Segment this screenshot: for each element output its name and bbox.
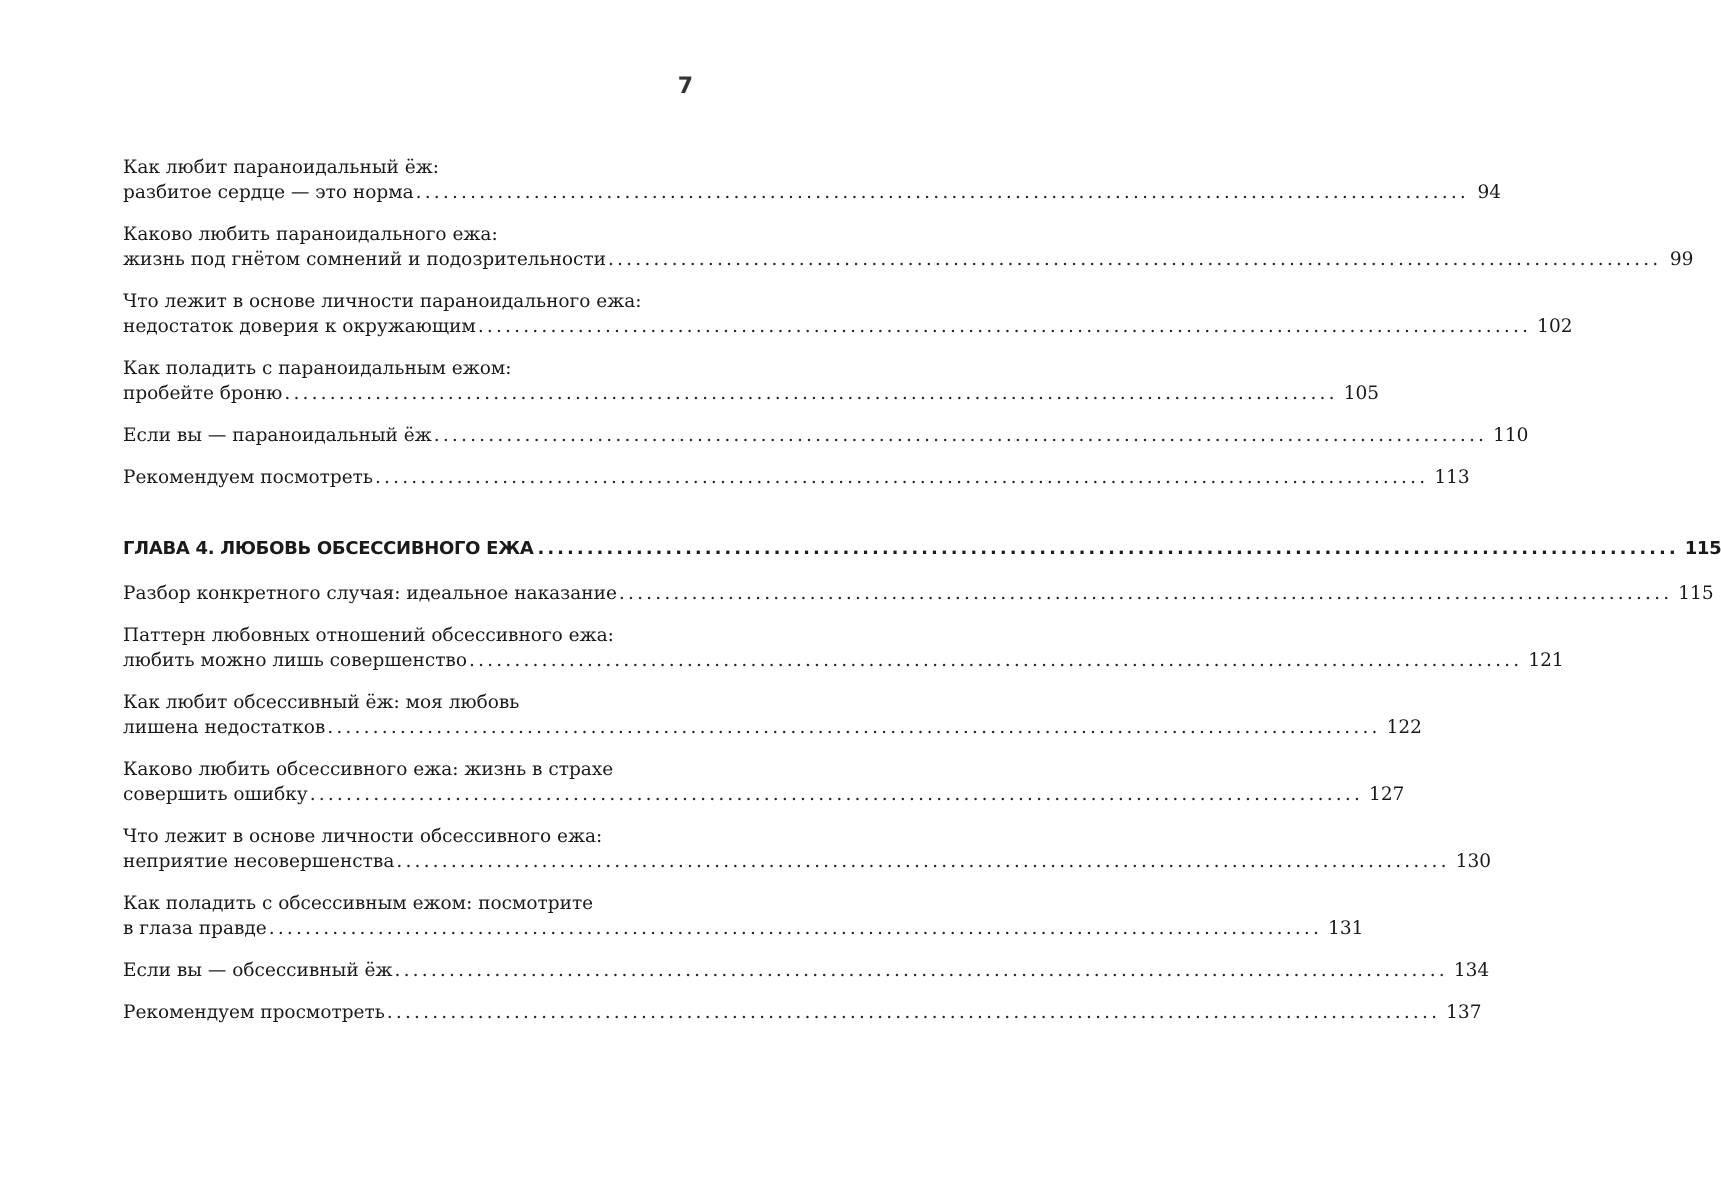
toc-entry-text: Разбор конкретного случая: идеальное наказание bbox=[123, 583, 617, 604]
toc-entry-line: Каково любить параноидального ежа: bbox=[123, 224, 498, 245]
toc-entry-text: Рекомендуем посмотреть bbox=[123, 467, 373, 488]
toc-entry-page: 131 bbox=[1328, 918, 1364, 939]
toc-entry-text: Если вы — обсессивный ёж bbox=[123, 960, 393, 981]
toc-entry-page: 130 bbox=[1455, 851, 1492, 872]
toc-entry-page: 102 bbox=[1537, 316, 1573, 337]
toc-entry-page: 94 bbox=[1477, 182, 1501, 203]
toc-entry-last-line bbox=[123, 465, 1470, 490]
leader-dots: .................................................................................................................... bbox=[386, 1002, 1441, 1023]
toc-entry-page: 115 bbox=[1678, 583, 1714, 604]
toc-entry[interactable] bbox=[123, 423, 1529, 448]
toc-entry[interactable] bbox=[123, 581, 1714, 606]
toc-entry[interactable] bbox=[123, 356, 1380, 406]
toc-entry-last-line bbox=[123, 849, 1492, 874]
toc-entry-line: Каково любить обсессивного ежа: жизнь в страхе bbox=[123, 759, 614, 780]
toc-entry-text: недостаток доверия к окружающим bbox=[123, 316, 476, 337]
toc-entry[interactable] bbox=[123, 623, 1564, 673]
toc-entry-last-line bbox=[123, 782, 1405, 807]
leader-dots: .................................................................................................................... bbox=[618, 583, 1673, 604]
toc-entry-last-line bbox=[123, 381, 1380, 406]
leader-dots: .................................................................................................................... bbox=[309, 784, 1364, 805]
toc-entry-text: совершить ошибку bbox=[123, 784, 308, 805]
toc-entry-page: 99 bbox=[1669, 249, 1694, 270]
toc-entry-page: 127 bbox=[1369, 784, 1405, 805]
toc-entry-last-line bbox=[123, 1000, 1482, 1025]
leader-dots: .................................................................................................................... bbox=[268, 918, 1323, 939]
toc-entry-last-line bbox=[123, 581, 1714, 606]
leader-dots: .................................................................................................................... bbox=[327, 717, 1381, 738]
chapter-title: ГЛАВА 4. ЛЮБОВЬ ОБСЕССИВНОГО ЕЖА bbox=[123, 538, 534, 559]
toc-entry[interactable] bbox=[123, 757, 1405, 807]
leader-dots: .................................................................................................................... bbox=[468, 650, 1523, 671]
toc-entry-line: Что лежит в основе личности параноидального ежа: bbox=[123, 291, 642, 312]
toc-entry[interactable] bbox=[123, 891, 1364, 941]
chapter-page: 115 bbox=[1684, 538, 1721, 559]
toc-entry-page: 110 bbox=[1493, 425, 1529, 446]
toc-entry-text: пробейте броню bbox=[123, 383, 283, 404]
toc-entry-last-line bbox=[123, 247, 1694, 272]
toc-entry[interactable] bbox=[123, 465, 1470, 490]
toc-entry-last-line bbox=[123, 314, 1573, 339]
toc-section-before bbox=[123, 155, 1694, 490]
toc-entry[interactable] bbox=[123, 824, 1492, 874]
toc-entry[interactable] bbox=[123, 289, 1573, 339]
toc-entry-text: лишена недостатков bbox=[123, 717, 326, 738]
toc-entry-line: Что лежит в основе личности обсессивного ежа: bbox=[123, 826, 603, 847]
toc-entry-text: любить можно лишь совершенство bbox=[123, 650, 467, 671]
toc-entry-last-line bbox=[123, 916, 1364, 941]
toc-entry[interactable] bbox=[123, 690, 1422, 740]
leader-dots: .................................................................................................................... bbox=[608, 249, 1662, 270]
table-of-contents bbox=[123, 155, 1721, 1042]
toc-entry[interactable] bbox=[123, 958, 1490, 983]
leader-dots: .................................................................................................................... bbox=[374, 467, 1429, 488]
toc-section-after bbox=[123, 581, 1714, 1025]
toc-entry-page: 113 bbox=[1434, 467, 1470, 488]
leader-dots: .................................................................................................................... bbox=[394, 960, 1448, 981]
chapter-heading[interactable] bbox=[123, 538, 1721, 559]
toc-entry[interactable] bbox=[123, 222, 1694, 272]
leader-dots: .................................................................................................................... bbox=[477, 316, 1532, 337]
toc-entry-last-line bbox=[123, 180, 1501, 205]
toc-entry-text: разбитое сердце — это норма bbox=[123, 182, 414, 203]
toc-entry-page: 105 bbox=[1343, 383, 1380, 404]
toc-entry-line: Паттерн любовных отношений обсессивного ежа: bbox=[123, 625, 614, 646]
leader-dots: .................................................................................................................... bbox=[396, 851, 1450, 872]
toc-entry-line: Как любит параноидальный ёж: bbox=[123, 157, 439, 178]
toc-entry-line: Как поладить с обсессивным ежом: посмотрите bbox=[123, 893, 594, 914]
toc-entry-text: неприятие несовершенства bbox=[123, 851, 395, 872]
toc-entry[interactable] bbox=[123, 1000, 1482, 1025]
toc-entry-text: Если вы — параноидальный ёж bbox=[123, 425, 432, 446]
toc-entry-text: Рекомендуем просмотреть bbox=[123, 1002, 385, 1023]
toc-entry-line: Как любит обсессивный ёж: моя любовь bbox=[123, 692, 520, 713]
leader-dots: .................................................................................................................... bbox=[433, 425, 1488, 446]
leader-dots: .................................................................................................................... bbox=[415, 182, 1469, 203]
leader-dots: .................................................................................................................... bbox=[284, 383, 1338, 404]
toc-entry-last-line bbox=[123, 958, 1490, 983]
page-number: 7 bbox=[677, 74, 693, 99]
toc-entry-page: 137 bbox=[1446, 1002, 1482, 1023]
toc-entry-last-line bbox=[123, 715, 1422, 740]
toc-entry-last-line bbox=[123, 423, 1529, 448]
toc-entry-text: жизнь под гнётом сомнений и подозрительности bbox=[123, 249, 606, 270]
toc-entry-text: в глаза правде bbox=[123, 918, 267, 939]
toc-entry-page: 121 bbox=[1528, 650, 1564, 671]
toc-entry-line: Как поладить с параноидальным ежом: bbox=[123, 358, 512, 379]
toc-entry[interactable] bbox=[123, 155, 1501, 205]
toc-entry-page: 122 bbox=[1386, 717, 1422, 738]
leader-dots: .................................................................................................................... bbox=[537, 538, 1679, 559]
toc-entry-last-line bbox=[123, 648, 1564, 673]
toc-entry-page: 134 bbox=[1453, 960, 1490, 981]
